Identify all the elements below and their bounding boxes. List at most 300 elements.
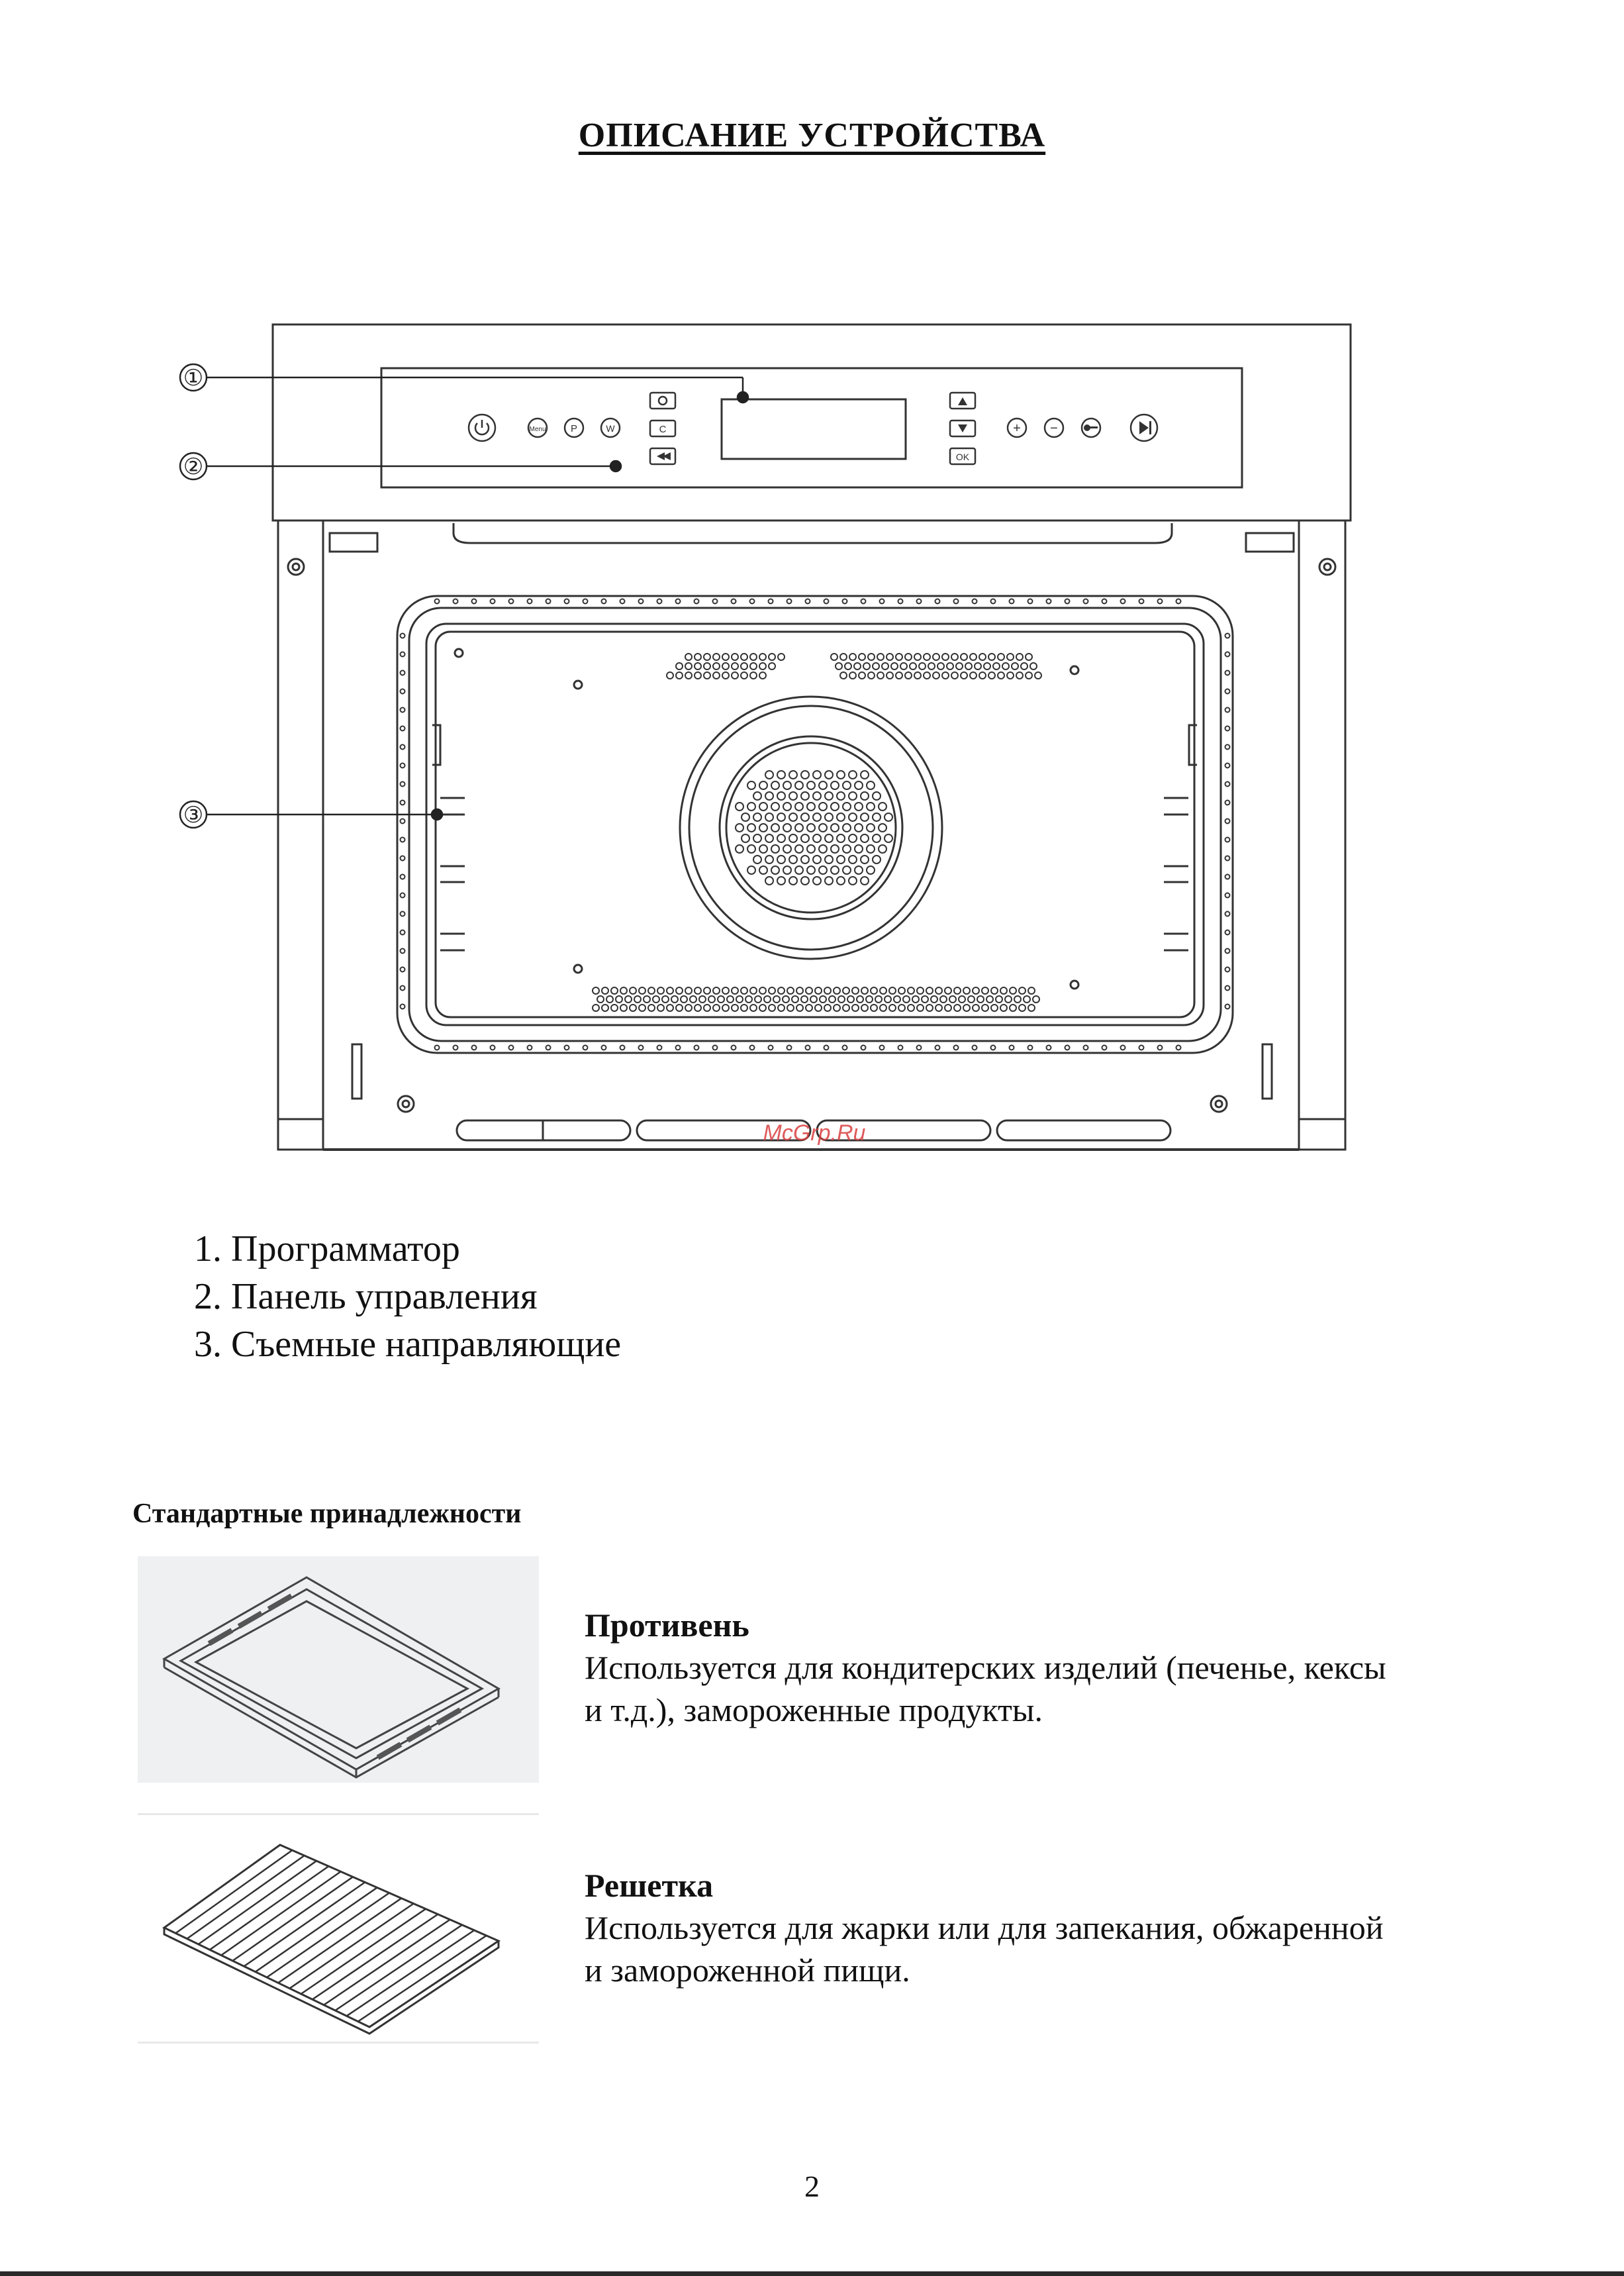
baking-tray-desc-line-1: Используется для кондитерских изделий (печенье, кексы bbox=[585, 1649, 1386, 1686]
perforation-dot bbox=[986, 996, 993, 1003]
perforation-dot bbox=[1225, 912, 1230, 916]
perforation-dot bbox=[859, 654, 865, 660]
perforation-dot bbox=[838, 996, 845, 1003]
perforation-dot bbox=[843, 599, 847, 604]
perforation-dot bbox=[843, 845, 851, 853]
perforation-dot bbox=[783, 996, 789, 1003]
part-legend bbox=[194, 1225, 621, 1368]
perforation-dot bbox=[1019, 987, 1026, 994]
perforation-dot bbox=[1225, 652, 1230, 657]
perforation-dot bbox=[722, 672, 729, 679]
perforation-dot bbox=[991, 987, 998, 994]
perforation-dot bbox=[644, 996, 650, 1003]
perforation-dot bbox=[401, 745, 405, 750]
perforation-dot bbox=[795, 781, 803, 789]
perforation-dot bbox=[898, 599, 903, 604]
perforation-dot bbox=[882, 663, 888, 669]
perforation-dot bbox=[861, 987, 868, 994]
perforation-dot bbox=[759, 824, 767, 832]
perforation-dot bbox=[676, 1046, 681, 1050]
perforation-dot bbox=[861, 834, 869, 842]
perforation-dot bbox=[509, 599, 514, 604]
perforation-dot bbox=[867, 781, 875, 789]
perforation-dot bbox=[565, 1046, 569, 1050]
perforation-dot bbox=[873, 834, 881, 842]
perforation-dot bbox=[713, 987, 720, 994]
perforation-dot bbox=[940, 996, 947, 1003]
perforation-dot bbox=[401, 875, 405, 879]
perforation-dot bbox=[849, 856, 857, 864]
perforation-dot bbox=[857, 996, 863, 1003]
perforation-dot bbox=[671, 996, 678, 1003]
perforation-dot bbox=[1026, 654, 1032, 660]
perforation-dot bbox=[401, 782, 405, 787]
perforation-dot bbox=[657, 599, 662, 604]
perforation-dot bbox=[837, 834, 845, 842]
perforation-dot bbox=[777, 792, 785, 800]
rack-wire bbox=[289, 1904, 413, 1989]
perforation-dot bbox=[1225, 875, 1230, 879]
perforation-dot bbox=[401, 634, 405, 638]
perforation-dot bbox=[713, 672, 720, 679]
perforation-dot bbox=[801, 771, 809, 779]
callout-dot-1 bbox=[738, 392, 748, 403]
perforation-dot bbox=[825, 856, 833, 864]
w-button-label: W bbox=[606, 423, 615, 434]
rack-wire bbox=[312, 1914, 438, 2000]
perforation-dot bbox=[783, 803, 791, 811]
perforation-dot bbox=[825, 771, 833, 779]
perforation-dot bbox=[667, 672, 673, 679]
perforation-dot bbox=[639, 987, 645, 994]
perforation-dot bbox=[1084, 1046, 1088, 1050]
perforation-dot bbox=[625, 996, 632, 1003]
perforation-dot bbox=[747, 866, 755, 874]
perforation-dot bbox=[713, 1046, 718, 1050]
rack-wire bbox=[187, 1855, 304, 1939]
perforation-dot bbox=[750, 1046, 755, 1050]
perforation-dot bbox=[657, 987, 664, 994]
perforation-dot bbox=[454, 1046, 458, 1050]
perforation-dot bbox=[722, 654, 729, 660]
perforation-dot bbox=[820, 996, 826, 1003]
perforation-dot bbox=[708, 996, 715, 1003]
perforation-dot bbox=[401, 893, 405, 898]
perforation-dot bbox=[951, 672, 958, 679]
perforation-dot bbox=[741, 813, 749, 821]
perforation-dot bbox=[759, 781, 767, 789]
perforation-dot bbox=[1139, 599, 1144, 604]
perforation-dot bbox=[795, 866, 803, 874]
perforation-dot bbox=[880, 1005, 886, 1011]
perforation-dot bbox=[824, 599, 829, 604]
callout-dot-3 bbox=[432, 809, 442, 820]
perforation-dot bbox=[837, 792, 845, 800]
perforation-dot bbox=[1225, 726, 1230, 731]
perforation-dot bbox=[769, 987, 775, 994]
perforation-dot bbox=[401, 1005, 405, 1009]
perforation-dot bbox=[982, 987, 988, 994]
perforation-dot bbox=[454, 599, 458, 604]
perforation-dot bbox=[722, 663, 729, 669]
perforation-dot bbox=[401, 856, 405, 861]
perforation-dot bbox=[620, 1046, 625, 1050]
perforation-dot bbox=[713, 599, 718, 604]
perforation-dot bbox=[1030, 663, 1037, 669]
perforation-dot bbox=[977, 996, 984, 1003]
rack-wire bbox=[210, 1866, 328, 1950]
perforation-dot bbox=[1019, 1005, 1026, 1011]
perforation-dot bbox=[965, 663, 972, 669]
perforation-dot bbox=[602, 1046, 606, 1050]
perforation-dot bbox=[769, 599, 773, 604]
ok-button-label: OK bbox=[955, 452, 970, 462]
perforation-dot bbox=[1010, 1005, 1016, 1011]
perforation-dot bbox=[905, 654, 912, 660]
page-bottom-bar bbox=[0, 2271, 1624, 2276]
perforation-dot bbox=[694, 1005, 701, 1011]
perforation-dot bbox=[1065, 599, 1070, 604]
rack-wire bbox=[221, 1871, 341, 1955]
perforation-dot bbox=[859, 672, 865, 679]
perforation-dot bbox=[1225, 634, 1230, 638]
rack-guide-left bbox=[432, 725, 465, 950]
perforation-dot bbox=[840, 672, 847, 679]
perforation-dot bbox=[630, 987, 636, 994]
perforation-dot bbox=[1225, 782, 1230, 787]
page-title: ОПИСАНИЕ УСТРОЙСТВА bbox=[578, 117, 1046, 154]
perforation-dot bbox=[597, 996, 604, 1003]
p-button-label: P bbox=[570, 423, 578, 434]
perforation-dot bbox=[1026, 672, 1032, 679]
perforation-dot bbox=[401, 801, 405, 805]
perforation-dot bbox=[736, 803, 743, 811]
perforation-dot bbox=[1028, 1005, 1035, 1011]
perforation-dot bbox=[764, 996, 771, 1003]
perforation-dot bbox=[807, 866, 815, 874]
perforation-dot bbox=[787, 599, 792, 604]
legend-item-programmer: 1. Программатор bbox=[194, 1228, 460, 1269]
perforation-dot bbox=[771, 781, 779, 789]
wire-rack-description bbox=[585, 1864, 1525, 1991]
perforation-dot bbox=[727, 996, 734, 1003]
perforation-dot bbox=[528, 1046, 532, 1050]
perforation-dot bbox=[1047, 1046, 1051, 1050]
perforation-dot bbox=[1012, 663, 1018, 669]
baking-tray-image bbox=[138, 1556, 539, 1783]
perforation-dot bbox=[435, 1046, 440, 1050]
callout-dot-2 bbox=[610, 461, 621, 471]
perforation-dot bbox=[806, 1046, 810, 1050]
perforation-dot bbox=[620, 599, 625, 604]
perforation-dot bbox=[935, 599, 940, 604]
perforation-dot bbox=[694, 663, 701, 669]
perforation-dot bbox=[741, 987, 747, 994]
perforation-dot bbox=[789, 771, 797, 779]
perforation-dot bbox=[894, 996, 900, 1003]
perforation-dot bbox=[831, 654, 837, 660]
perforation-dot bbox=[963, 987, 970, 994]
perforation-dot bbox=[1021, 663, 1027, 669]
perforation-dot bbox=[884, 813, 892, 821]
perforation-dot bbox=[880, 599, 884, 604]
perforation-dot bbox=[861, 599, 866, 604]
rack-wire bbox=[256, 1887, 377, 1971]
perforation-dot bbox=[935, 987, 942, 994]
perforation-dot bbox=[1002, 663, 1009, 669]
perforation-dot bbox=[837, 877, 845, 885]
perforation-dot bbox=[813, 834, 821, 842]
perforation-dot bbox=[801, 834, 809, 842]
perforation-dot bbox=[993, 663, 1000, 669]
perforation-dot bbox=[491, 1046, 495, 1050]
timer-button[interactable] bbox=[650, 393, 675, 409]
perforation-dot bbox=[583, 599, 588, 604]
perforation-dot bbox=[750, 987, 757, 994]
perforation-dot bbox=[759, 987, 766, 994]
perforation-dot bbox=[819, 803, 827, 811]
perforation-dot bbox=[988, 654, 995, 660]
perforation-dot bbox=[1158, 599, 1163, 604]
perforation-dot bbox=[704, 987, 710, 994]
perforation-dot bbox=[867, 803, 875, 811]
perforation-dot bbox=[886, 672, 893, 679]
perforation-dot bbox=[880, 1046, 884, 1050]
perforation-dot bbox=[789, 792, 797, 800]
perforation-dot bbox=[732, 1046, 736, 1050]
perforation-dot bbox=[694, 672, 701, 679]
callout-3: ③ bbox=[183, 803, 204, 828]
perforation-dot bbox=[867, 845, 875, 853]
perforation-dot bbox=[759, 866, 767, 874]
perforation-dot bbox=[807, 845, 815, 853]
perforation-dot bbox=[685, 672, 692, 679]
baking-tray-svg bbox=[138, 1556, 539, 1783]
oven-body bbox=[278, 520, 1345, 1150]
perforation-dot bbox=[771, 866, 779, 874]
perforation-dot bbox=[825, 792, 833, 800]
perforation-dot bbox=[914, 654, 921, 660]
perforation-dot bbox=[620, 987, 627, 994]
perforation-dot bbox=[935, 1005, 942, 1011]
perforation-dot bbox=[1005, 996, 1012, 1003]
perforation-dot bbox=[813, 792, 821, 800]
perforation-dot bbox=[806, 1005, 812, 1011]
perforation-dot bbox=[813, 771, 821, 779]
perforation-dot bbox=[750, 663, 757, 669]
perforation-dot bbox=[611, 1005, 618, 1011]
perforation-dot bbox=[792, 996, 798, 1003]
perforation-dot bbox=[765, 877, 773, 885]
rack-wire bbox=[347, 1930, 475, 2016]
programmer-display bbox=[722, 399, 906, 459]
perforation-dot bbox=[771, 824, 779, 832]
perforation-dot bbox=[889, 1005, 896, 1011]
perforation-dot bbox=[759, 1005, 766, 1011]
perforation-dot bbox=[777, 771, 785, 779]
perforation-dot bbox=[1028, 1046, 1033, 1050]
oven-diagram-svg bbox=[159, 305, 1410, 1165]
perforation-dot bbox=[401, 967, 405, 972]
perforation-dot bbox=[982, 1005, 988, 1011]
perforation-dot bbox=[685, 987, 692, 994]
perforation-dot bbox=[847, 996, 854, 1003]
perforation-dot bbox=[813, 813, 821, 821]
perforation-dot bbox=[871, 1005, 877, 1011]
perforation-dot bbox=[831, 781, 839, 789]
perforation-dot bbox=[741, 672, 747, 679]
perforation-dot bbox=[933, 672, 939, 679]
perforation-dot bbox=[852, 987, 859, 994]
perforation-dot bbox=[657, 1005, 664, 1011]
perforation-dot bbox=[732, 672, 738, 679]
perforation-dot bbox=[896, 672, 902, 679]
perforation-dot bbox=[942, 672, 949, 679]
perforation-dot bbox=[565, 599, 569, 604]
perforation-dot bbox=[616, 996, 622, 1003]
perforation-dot bbox=[1225, 745, 1230, 750]
perforation-dot bbox=[898, 1046, 903, 1050]
perforation-dot bbox=[630, 1005, 636, 1011]
perforation-dot bbox=[546, 599, 551, 604]
perforation-dot bbox=[1065, 1046, 1070, 1050]
perforation-dot bbox=[755, 996, 761, 1003]
perforation-dot bbox=[1225, 689, 1230, 694]
menu-button-label: Menu bbox=[529, 426, 546, 433]
perforation-dot bbox=[825, 834, 833, 842]
perforation-dot bbox=[973, 1005, 979, 1011]
perforation-dot bbox=[905, 672, 912, 679]
key-icon bbox=[1084, 424, 1090, 431]
perforation-dot bbox=[401, 689, 405, 694]
perforation-dot bbox=[884, 834, 892, 842]
perforation-dot bbox=[718, 996, 724, 1003]
legend-item-rack-guides: 3. Съемные направляющие bbox=[194, 1324, 622, 1365]
control-housing bbox=[273, 324, 1351, 520]
perforation-dot bbox=[602, 1005, 608, 1011]
perforation-dot bbox=[824, 987, 831, 994]
perforation-dot bbox=[984, 663, 990, 669]
perforation-dot bbox=[593, 987, 599, 994]
perforation-dot bbox=[765, 856, 773, 864]
perforation-dot bbox=[750, 599, 755, 604]
perforation-dot bbox=[741, 654, 747, 660]
perforation-dot bbox=[917, 987, 924, 994]
perforation-dot bbox=[401, 819, 405, 824]
rack-wire bbox=[199, 1861, 316, 1944]
perforation-dot bbox=[831, 866, 839, 874]
perforation-dot bbox=[753, 856, 761, 864]
perforation-dot bbox=[1158, 1046, 1163, 1050]
perforation-dot bbox=[704, 672, 710, 679]
perforation-dot bbox=[750, 654, 757, 660]
perforation-dot bbox=[667, 1005, 673, 1011]
perforation-dot bbox=[849, 672, 856, 679]
perforation-dot bbox=[891, 663, 898, 669]
perforation-dot bbox=[704, 663, 710, 669]
perforation-dot bbox=[732, 1005, 738, 1011]
perforation-dot bbox=[801, 813, 809, 821]
perforation-dot bbox=[840, 654, 847, 660]
perforation-dot bbox=[928, 663, 935, 669]
perforation-dot bbox=[815, 1005, 822, 1011]
perforation-dot bbox=[924, 654, 930, 660]
perforation-dot bbox=[759, 803, 767, 811]
perforation-dot bbox=[942, 654, 949, 660]
perforation-dot bbox=[877, 672, 884, 679]
perforation-dot bbox=[676, 672, 683, 679]
perforation-dot bbox=[861, 856, 869, 864]
perforation-dot bbox=[750, 672, 757, 679]
perforation-dot bbox=[903, 996, 910, 1003]
perforation-dot bbox=[912, 996, 919, 1003]
perforation-dot bbox=[783, 781, 791, 789]
perforation-dot bbox=[704, 654, 710, 660]
perforation-dot bbox=[685, 663, 692, 669]
perforation-dot bbox=[1010, 987, 1016, 994]
perforation-dot bbox=[956, 663, 963, 669]
perforation-dot bbox=[401, 912, 405, 916]
perforation-dot bbox=[1225, 986, 1230, 991]
perforation-dot bbox=[819, 845, 827, 853]
perforation-dot bbox=[979, 654, 986, 660]
perforation-dot bbox=[783, 845, 791, 853]
perforation-dot bbox=[741, 1005, 747, 1011]
perforation-dot bbox=[945, 987, 951, 994]
perforation-dot bbox=[843, 824, 851, 832]
plus-button-label: + bbox=[1013, 421, 1021, 436]
perforation-dot bbox=[1007, 654, 1014, 660]
perforation-dot bbox=[789, 834, 797, 842]
perforation-dot bbox=[639, 599, 644, 604]
perforation-dot bbox=[1102, 599, 1107, 604]
perforation-dot bbox=[1000, 987, 1007, 994]
perforation-dot bbox=[852, 1005, 859, 1011]
perforation-dot bbox=[831, 824, 839, 832]
perforation-dot bbox=[1225, 764, 1230, 768]
perforation-dot bbox=[931, 996, 937, 1003]
perforation-dot bbox=[1102, 1046, 1107, 1050]
perforation-dot bbox=[401, 986, 405, 991]
perforation-dot bbox=[1225, 708, 1230, 713]
perforation-dot bbox=[789, 813, 797, 821]
minus-button-label: − bbox=[1050, 421, 1058, 436]
perforation-dot bbox=[1028, 599, 1033, 604]
perforation-dot bbox=[991, 1046, 996, 1050]
wire-rack-desc-line-1: Используется для жарки или для запекания, обжаренной bbox=[585, 1909, 1384, 1946]
perforation-dot bbox=[759, 845, 767, 853]
rack-wire bbox=[335, 1925, 462, 2010]
perforation-dot bbox=[676, 663, 683, 669]
perforation-dot bbox=[783, 866, 791, 874]
perforation-dot bbox=[867, 866, 875, 874]
perforation-dot bbox=[855, 803, 863, 811]
perforation-dot bbox=[1121, 1046, 1125, 1050]
perforation-dot bbox=[829, 996, 836, 1003]
perforation-dot bbox=[546, 1046, 551, 1050]
perforation-dot bbox=[867, 824, 875, 832]
perforation-dot bbox=[747, 824, 755, 832]
perforation-dot bbox=[1225, 838, 1230, 842]
perforation-dot bbox=[648, 987, 655, 994]
perforation-dot bbox=[1016, 654, 1023, 660]
perforation-dot bbox=[945, 1005, 951, 1011]
perforation-dot bbox=[1225, 893, 1230, 898]
perforation-dot bbox=[667, 987, 673, 994]
legend-item-control-panel: 2. Панель управления bbox=[194, 1276, 538, 1317]
perforation-dot bbox=[922, 996, 928, 1003]
perforation-dot bbox=[795, 803, 803, 811]
